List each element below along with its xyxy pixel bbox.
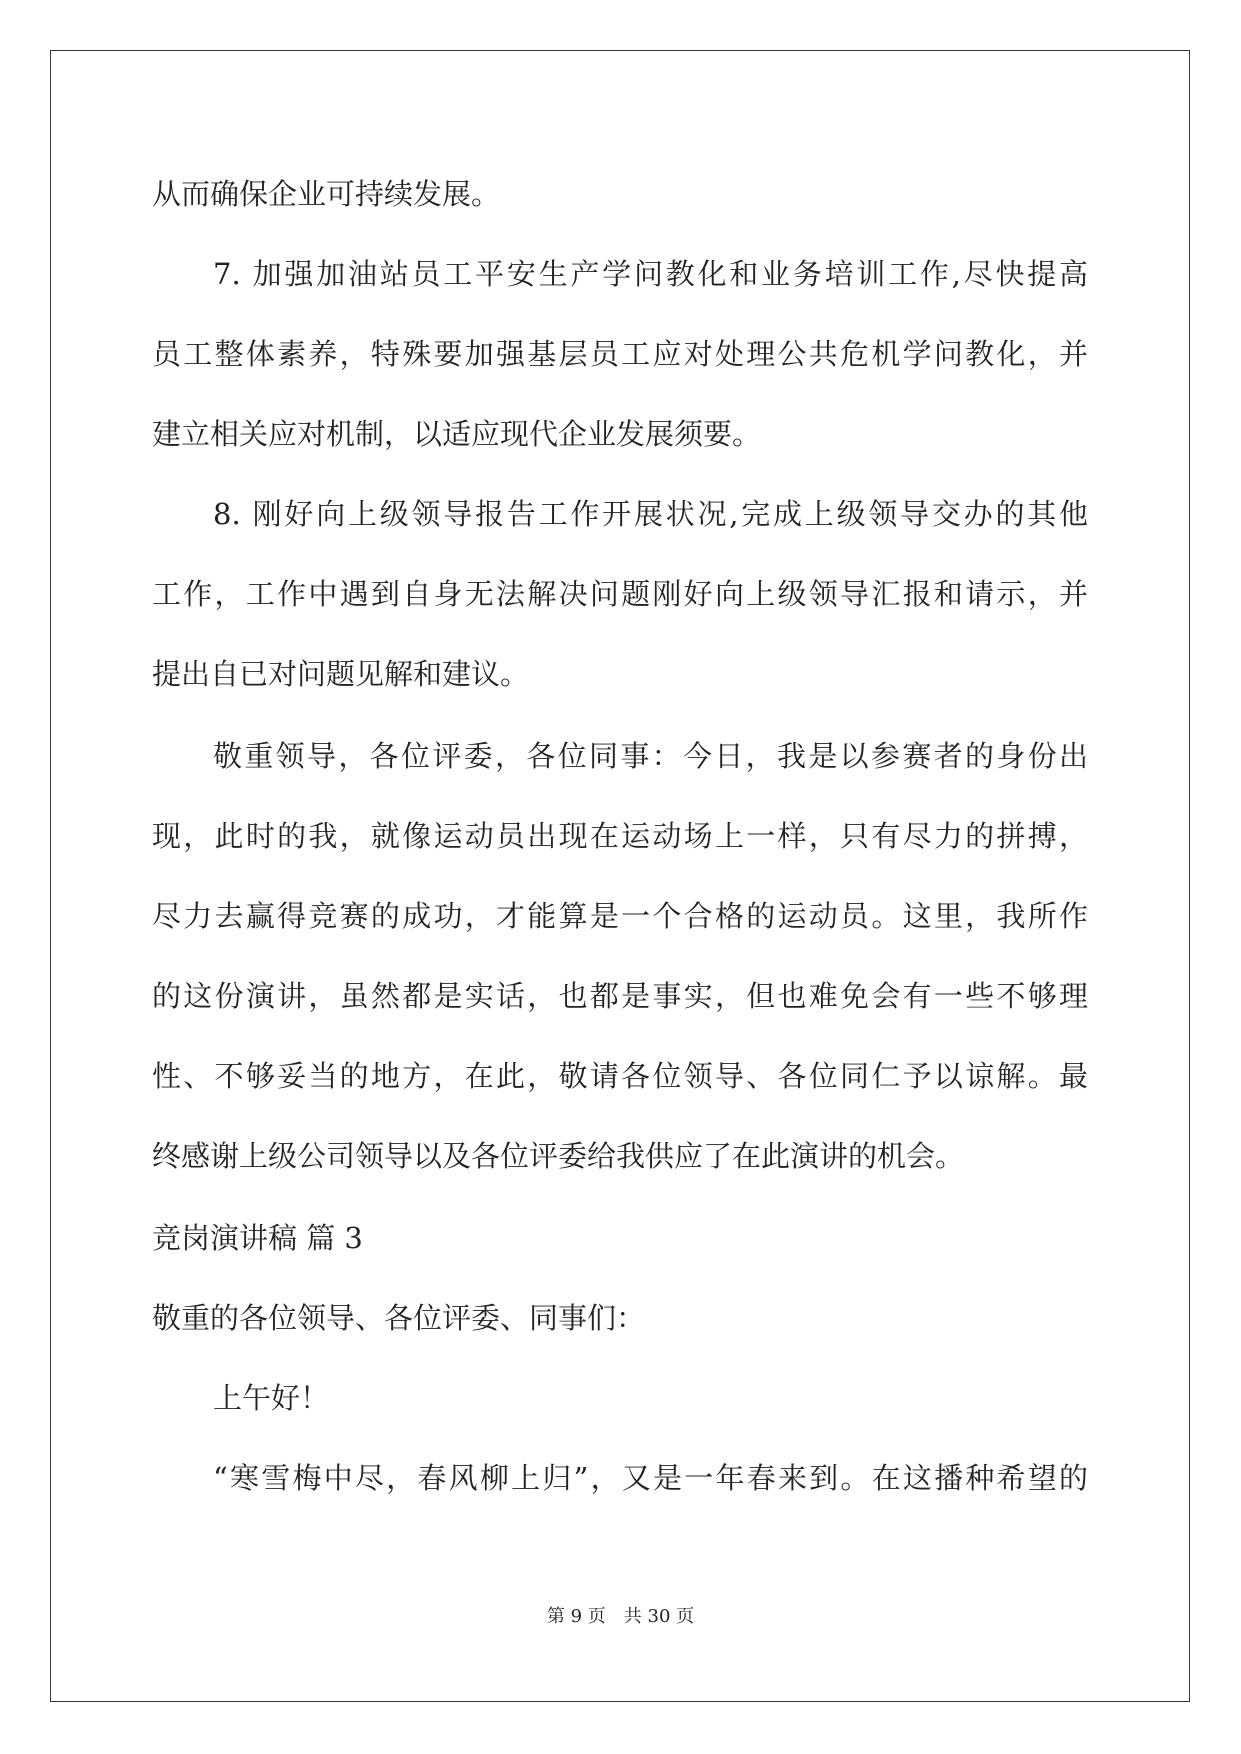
text-line: 工作，工作中遇到自身无法解决问题刚好向上级领导汇报和请示，并	[152, 577, 1088, 611]
page-number: 第 9 页 共 30 页	[546, 1606, 695, 1627]
text-line: 建立相关应对机制，以适应现代企业发展须要。	[152, 417, 762, 451]
text-line: 终感谢上级公司领导以及各位评委给我供应了在此演讲的机会。	[152, 1139, 965, 1173]
text-line: 尽力去赢得竞赛的成功，才能算是一个合格的运动员。这里，我所作	[152, 899, 1088, 933]
page-border	[50, 50, 1190, 1702]
section-heading: 竞岗演讲稿 篇 3	[152, 1221, 363, 1255]
text-line: 从而确保企业可持续发展。	[152, 177, 501, 211]
text-line: “寒雪梅中尽，春风柳上归”，又是一年春来到。在这播种希望的	[213, 1461, 1088, 1495]
greeting: 上午好！	[213, 1381, 330, 1415]
salutation: 敬重的各位领导、各位评委、同事们：	[152, 1301, 646, 1335]
text-line: 员工整体素养，特殊要加强基层员工应对处理公共危机学问教化，并	[152, 337, 1088, 371]
text-line: 8. 刚好向上级领导报告工作开展状况,完成上级领导交办的其他	[213, 497, 1088, 531]
text-line: 的这份演讲，虽然都是实话，也都是事实，但也难免会有一些不够理	[152, 979, 1088, 1013]
text-line: 性、不够妥当的地方，在此，敬请各位领导、各位同仁予以谅解。最	[152, 1059, 1088, 1093]
text-line: 提出自已对问题见解和建议。	[152, 657, 530, 691]
text-line: 现，此时的我，就像运动员出现在运动场上一样，只有尽力的拼搏，	[152, 819, 1088, 853]
text-line: 敬重领导，各位评委，各位同事：今日，我是以参赛者的身份出	[213, 739, 1088, 773]
text-line: 7. 加强加油站员工平安生产学问教化和业务培训工作,尽快提高	[213, 257, 1088, 291]
